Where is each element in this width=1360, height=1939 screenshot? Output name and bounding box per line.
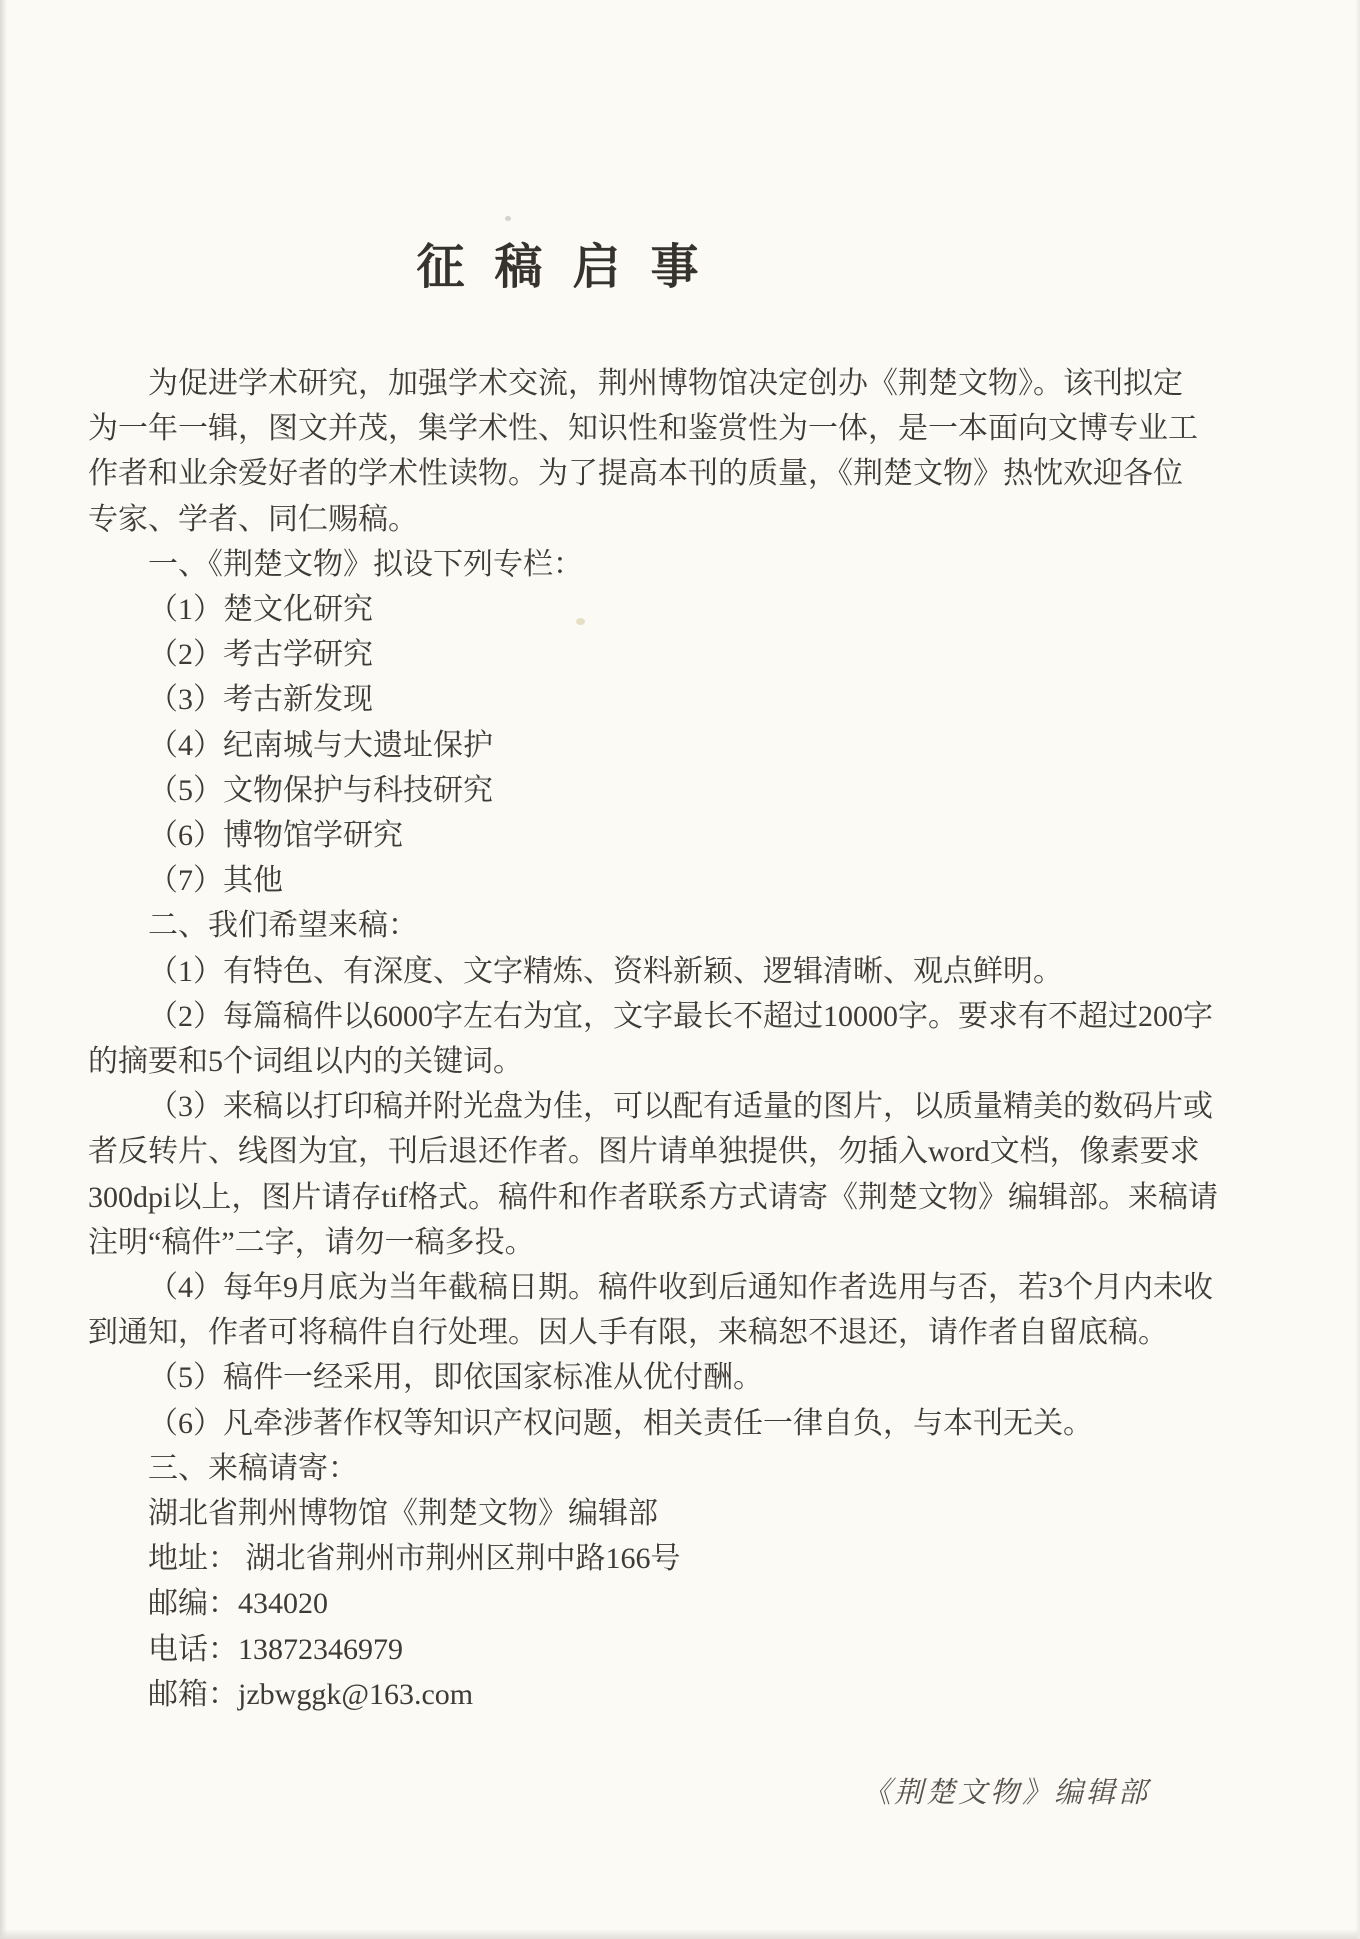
column-item: （1）楚文化研究 (148, 593, 373, 627)
contact-line: 湖北省荆州博物馆《荆楚文物》编辑部 (148, 1497, 658, 1531)
scan-edge-right (1355, 0, 1360, 1939)
contact-phone: 电话：13872346979 (148, 1632, 403, 1666)
section-2-heading: 二、我们希望来稿： (148, 909, 418, 943)
column-item: （2）考古学研究 (148, 638, 373, 672)
column-item: （3）考古新发现 (148, 683, 373, 717)
contact-postcode: 邮编：434020 (148, 1587, 328, 1621)
guideline-line: （2）每篇稿件以6000字左右为宜，文字最长不超过10000字。要求有不超过200字 (148, 999, 1213, 1033)
guideline-line: 300dpi以上，图片请存tif格式。稿件和作者联系方式请寄《荆楚文物》编辑部。来稿请 (88, 1180, 1218, 1214)
guideline-line: 到通知，作者可将稿件自行处理。因人手有限，来稿恕不退还，请作者自留底稿。 (88, 1316, 1168, 1350)
scan-edge-bottom (0, 1929, 1360, 1939)
intro-line: 为一年一辑，图文并茂，集学术性、知识性和鉴赏性为一体，是一本面向文博专业工 (88, 412, 1198, 446)
intro-line: 为促进学术研究，加强学术交流，荆州博物馆决定创办《荆楚文物》。该刊拟定 (148, 367, 1183, 400)
intro-line: 作者和业余爱好者的学术性读物。为了提高本刊的质量，《荆楚文物》热忱欢迎各位 (88, 457, 1183, 491)
signature: 《荆楚文物》编辑部 (861, 1777, 1150, 1809)
guideline-line: （4）每年9月底为当年截稿日期。稿件收到后通知作者选用与否，若3个月内未收 (148, 1271, 1213, 1305)
section-3-heading: 三、来稿请寄： (148, 1451, 358, 1485)
section-1-heading: 一、《荆楚文物》拟设下列专栏： (148, 547, 583, 581)
guideline-line: 的摘要和5个词组以内的关键词。 (88, 1045, 523, 1079)
guideline-line: （3）来稿以打印稿并附光盘为佳，可以配有适量的图片，以质量精美的数码片或 (148, 1090, 1213, 1124)
column-item: （4）纪南城与大遗址保护 (148, 728, 493, 762)
intro-line: 专家、学者、同仁赐稿。 (88, 502, 418, 536)
guideline-line: （6）凡牵涉著作权等知识产权问题，相关责任一律自负，与本刊无关。 (148, 1406, 1093, 1440)
page-title: 征稿启事 (416, 241, 729, 295)
guideline-line: 者反转片、线图为宜，刊后退还作者。图片请单独提供，勿插入word文档，像素要求 (88, 1135, 1200, 1169)
contact-address: 地址： 湖北省荆州市荆州区荆中路166号 (148, 1542, 681, 1576)
guideline-line: （1）有特色、有深度、文字精炼、资料新颖、逻辑清晰、观点鲜明。 (148, 954, 1063, 988)
column-item: （5）文物保护与科技研究 (148, 773, 493, 807)
document-body (88, 361, 1218, 1717)
scan-speck (505, 216, 511, 221)
column-item: （6）博物馆学研究 (148, 819, 403, 853)
column-item: （7）其他 (148, 864, 283, 898)
guideline-line: 注明“稿件”二字，请勿一稿多投。 (88, 1225, 535, 1259)
contact-email: 邮箱：jzbwggk@163.com (148, 1677, 474, 1711)
guideline-line: （5）稿件一经采用，即依国家标准从优付酬。 (148, 1361, 763, 1395)
